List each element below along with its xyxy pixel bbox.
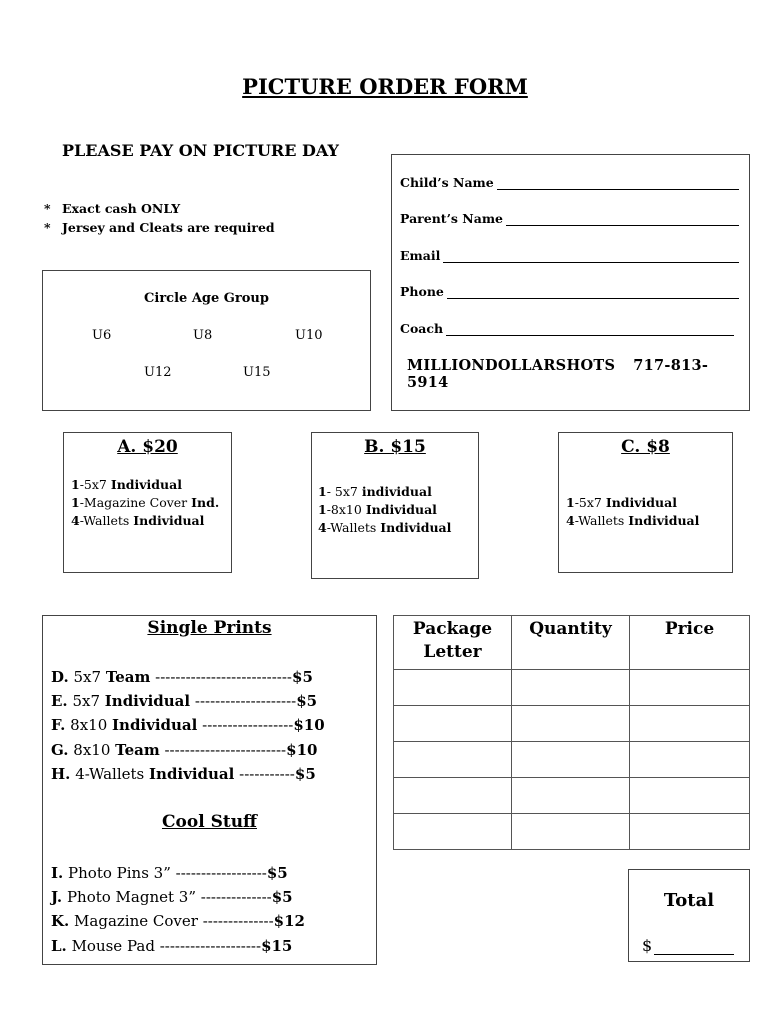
package-item: 1- 5x7 individual <box>318 484 432 499</box>
package-b-title: B. $15 <box>364 437 426 457</box>
email-line[interactable] <box>443 250 739 263</box>
header-quantity: Quantity <box>512 616 630 670</box>
phone-line[interactable] <box>447 286 739 299</box>
note-item: * Exact cash ONLY <box>44 201 181 216</box>
age-option-u15[interactable]: U15 <box>243 365 271 380</box>
coach-field[interactable]: Coach <box>400 321 734 336</box>
price-item: E. 5x7 Individual --------------------$5 <box>51 692 318 711</box>
package-c-items <box>566 494 699 530</box>
package-item: 1-8x10 Individual <box>318 502 437 517</box>
total-amount-line[interactable] <box>654 938 734 955</box>
age-option-u6[interactable]: U6 <box>92 328 112 343</box>
package-b-box <box>311 432 479 579</box>
table-row <box>394 670 750 706</box>
package-a-title: A. $20 <box>117 437 178 457</box>
package-b-items <box>318 483 451 537</box>
contact-info-box <box>391 154 750 411</box>
price-cell[interactable] <box>630 814 750 850</box>
package-letter-cell[interactable] <box>394 778 512 814</box>
studio-contact <box>407 357 749 391</box>
package-c-box <box>558 432 733 573</box>
price-item: H. 4-Wallets Individual -----------$5 <box>51 764 316 783</box>
table-row <box>394 706 750 742</box>
price-item: J. Photo Magnet 3” --------------$5 <box>51 888 293 907</box>
phone-field[interactable]: Phone <box>400 284 739 299</box>
price-item: K. Magazine Cover --------------$12 <box>51 912 305 931</box>
coach-line[interactable] <box>446 323 734 336</box>
age-option-u8[interactable]: U8 <box>193 328 213 343</box>
price-cell[interactable] <box>630 706 750 742</box>
quantity-cell[interactable] <box>512 742 630 778</box>
single-prints-box <box>42 615 377 965</box>
age-option-u12[interactable]: U12 <box>144 365 172 380</box>
price-item: G. 8x10 Team ------------------------$10 <box>51 740 318 759</box>
package-item: 4-Wallets Individual <box>318 520 452 535</box>
child-name-line[interactable] <box>497 177 739 190</box>
order-table <box>393 615 750 850</box>
quantity-cell[interactable] <box>512 670 630 706</box>
package-letter-cell[interactable] <box>394 670 512 706</box>
child-name-field[interactable]: Child’s Name <box>400 175 739 190</box>
single-prints-list <box>51 665 325 786</box>
package-item: 1-5x7 Individual <box>71 477 182 492</box>
total-box <box>628 869 750 962</box>
package-item: 4-Wallets Individual <box>71 513 205 528</box>
package-letter-cell[interactable] <box>394 706 512 742</box>
table-row <box>394 814 750 850</box>
cool-stuff-title: Cool Stuff <box>161 812 258 832</box>
company-phone: 717-813-5914 <box>407 357 709 391</box>
notes-list <box>44 199 275 237</box>
price-item: D. 5x7 Team ---------------------------$5 <box>51 668 313 686</box>
package-c-title: C. $8 <box>621 437 670 457</box>
table-row <box>394 778 750 814</box>
age-option-u10[interactable]: U10 <box>295 328 323 343</box>
price-cell[interactable] <box>630 778 750 814</box>
package-a-items <box>71 476 219 530</box>
quantity-cell[interactable] <box>512 706 630 742</box>
package-item: 1-5x7 Individual <box>566 495 677 510</box>
price-item: I. Photo Pins 3” ------------------$5 <box>51 864 288 882</box>
table-row <box>394 742 750 778</box>
company-name: MILLIONDOLLARSHOTS <box>407 357 616 374</box>
order-table-header <box>394 616 750 670</box>
parent-name-field[interactable]: Parent’s Name <box>400 211 739 226</box>
pay-note: PLEASE PAY ON PICTURE DAY <box>62 141 339 160</box>
package-letter-cell[interactable] <box>394 742 512 778</box>
price-cell[interactable] <box>630 742 750 778</box>
email-field[interactable]: Email <box>400 248 739 263</box>
price-item: L. Mouse Pad --------------------$15 <box>51 936 293 955</box>
package-a-box <box>63 432 232 573</box>
parent-name-line[interactable] <box>506 213 739 226</box>
package-item: 4-Wallets Individual <box>566 513 700 528</box>
total-amount-field[interactable]: $ <box>642 936 734 955</box>
single-prints-title: Single Prints <box>147 618 272 638</box>
age-group-box <box>42 270 371 411</box>
total-label: Total <box>663 890 715 911</box>
quantity-cell[interactable] <box>512 814 630 850</box>
note-item: * Jersey and Cleats are required <box>44 220 275 235</box>
header-price: Price <box>630 616 750 670</box>
quantity-cell[interactable] <box>512 778 630 814</box>
cool-stuff-list <box>51 861 305 958</box>
form-title: PICTURE ORDER FORM <box>242 74 528 99</box>
package-item: 1-Magazine Cover Ind. <box>71 495 220 510</box>
price-cell[interactable] <box>630 670 750 706</box>
price-item: F. 8x10 Individual ------------------$10 <box>51 716 325 735</box>
age-group-title: Circle Age Group <box>144 291 269 306</box>
package-letter-cell[interactable] <box>394 814 512 850</box>
header-package-letter: Package Letter <box>394 616 512 670</box>
